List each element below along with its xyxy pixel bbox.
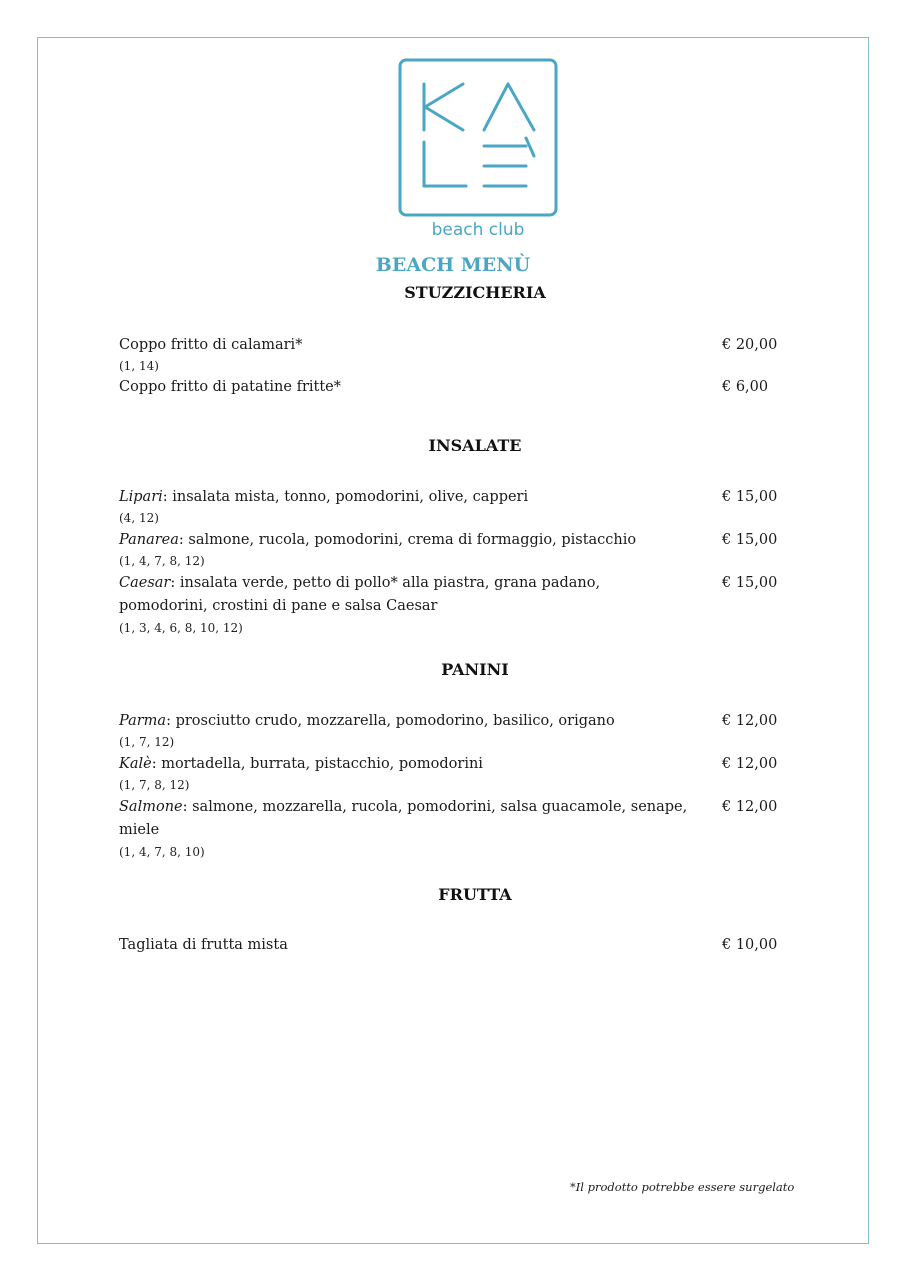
menu-item xyxy=(119,710,689,733)
menu-item xyxy=(119,376,689,399)
menu-item xyxy=(119,529,689,552)
section-title-insalate: INSALATE xyxy=(428,436,522,455)
item-price: € 15,00 xyxy=(722,532,778,548)
item-allergens: (1, 4, 7, 8, 10) xyxy=(119,845,205,859)
item-description: Coppo fritto di patatine fritte* xyxy=(119,379,341,395)
item-name: Salmone xyxy=(119,799,183,815)
item-allergens: (4, 12) xyxy=(119,511,159,525)
item-name: Caesar xyxy=(119,575,171,591)
item-allergens: (1, 7, 8, 12) xyxy=(119,778,190,792)
item-description: : insalata mista, tonno, pomodorini, olive, capperi xyxy=(162,489,529,505)
footnote: *Il prodotto potrebbe essere surgelato xyxy=(570,1180,795,1194)
item-price: € 15,00 xyxy=(722,575,778,591)
item-description: Tagliata di frutta mista xyxy=(119,937,288,953)
item-price: € 12,00 xyxy=(722,799,778,815)
menu-title: BEACH MENÙ xyxy=(375,254,531,276)
section-title-panini: PANINI xyxy=(441,660,509,679)
item-description: : insalata verde, petto di pollo* alla piastra, grana padano, pomodorini, crostini di pane e salsa Caesar xyxy=(119,575,601,614)
section-title-stuzzicheria: STUZZICHERIA xyxy=(404,283,546,302)
item-price: € 12,00 xyxy=(722,713,778,729)
logo-tagline: beach club xyxy=(431,220,525,238)
kale-logo xyxy=(398,58,558,238)
item-description: Coppo fritto di calamari* xyxy=(119,337,303,353)
menu-item xyxy=(119,486,689,509)
item-description: : salmone, rucola, pomodorini, crema di formaggio, pistacchio xyxy=(178,532,637,548)
menu-item xyxy=(119,572,689,618)
item-description: : prosciutto crudo, mozzarella, pomodorino, basilico, origano xyxy=(166,713,615,729)
item-name: Kalè xyxy=(119,756,152,772)
item-allergens: (1, 14) xyxy=(119,359,159,373)
item-allergens: (1, 3, 4, 6, 8, 10, 12) xyxy=(119,621,243,635)
item-name: Panarea xyxy=(119,532,179,548)
menu-item xyxy=(119,934,689,957)
item-price: € 10,00 xyxy=(722,937,778,953)
menu-item xyxy=(119,334,689,357)
menu-item xyxy=(119,753,689,776)
menu-item xyxy=(119,796,689,842)
item-description: : mortadella, burrata, pistacchio, pomodorini xyxy=(151,756,483,772)
item-price: € 6,00 xyxy=(722,379,769,395)
section-title-frutta: FRUTTA xyxy=(438,885,512,904)
item-price: € 20,00 xyxy=(722,337,778,353)
item-allergens: (1, 7, 12) xyxy=(119,735,175,749)
item-description: : salmone, mozzarella, rucola, pomodorini, salsa guacamole, senape, miele xyxy=(119,799,688,838)
item-name: Lipari xyxy=(119,489,163,505)
item-price: € 12,00 xyxy=(722,756,778,772)
item-allergens: (1, 4, 7, 8, 12) xyxy=(119,554,205,568)
item-price: € 15,00 xyxy=(722,489,778,505)
item-name: Parma xyxy=(119,713,167,729)
kale-logo-mark xyxy=(398,58,558,238)
